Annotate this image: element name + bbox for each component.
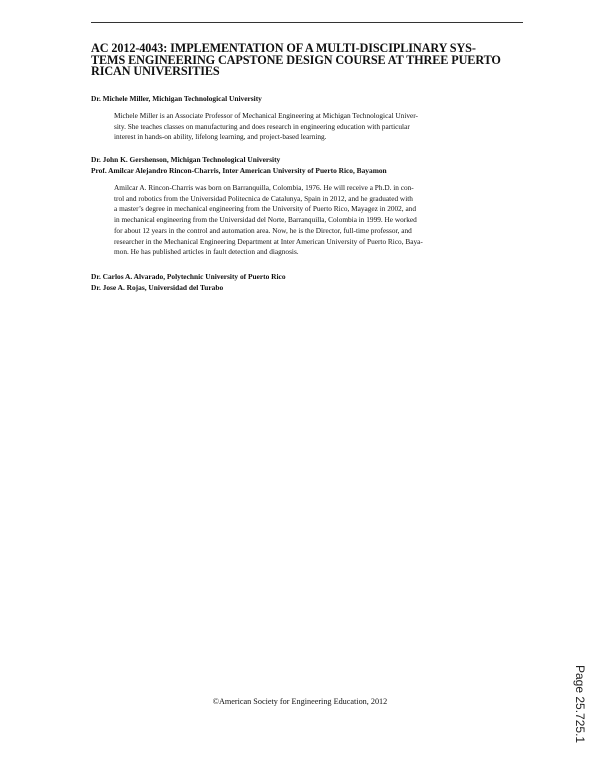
title-line: RICAN UNIVERSITIES — [91, 64, 220, 78]
top-rule — [91, 22, 523, 23]
author-name: Dr. John K. Gershenson, Michigan Technological University — [91, 155, 281, 164]
bio-line: interest in hands-on ability, lifelong learning, and project-based learning. — [114, 132, 327, 142]
bio-line: sity. She teaches classes on manufacturing and does research in engineering education with particular — [114, 121, 410, 131]
bio-line: mon. He has published articles in fault detection and diagnosis. — [114, 247, 299, 257]
title-line: AC 2012-4043: IMPLEMENTATION OF A MULTI-DISCIPLINARY SYS- — [91, 41, 476, 55]
author-name: Dr. Michele Miller, Michigan Technological University — [91, 94, 262, 103]
bio-line: Amilcar A. Rincon-Charris was born on Barranquilla, Colombia, 1976. He will receive a Ph.D. in con- — [114, 183, 414, 192]
copyright-footer: ©American Society for Engineering Education, 2012 — [212, 697, 388, 706]
paper-title — [91, 43, 541, 78]
author-name: Prof. Amilcar Alejandro Rincon-Charris, Inter American University of Puerto Rico, Bayamon — [91, 166, 387, 175]
author-bio — [114, 183, 528, 258]
author-bio — [114, 111, 528, 143]
bio-line: for about 12 years in the control and automation area. Now, he is the Director, full-time professor, and — [114, 225, 412, 235]
bio-line: trol and robotics from the Universidad Politecnica de Catalunya, Spain in 2012, and he graduated with — [114, 193, 413, 203]
bio-line: a master’s degree in mechanical engineering from the University of Puerto Rico, Mayagez in 2002, and — [114, 204, 416, 214]
author-name: Dr. Carlos A. Alvarado, Polytechnic University of Puerto Rico — [91, 272, 286, 281]
title-line: TEMS ENGINEERING CAPSTONE DESIGN COURSE AT THREE PUERTO — [91, 52, 501, 67]
bio-line: researcher in the Mechanical Engineering Department at Inter American University of Puerto Rico, Baya- — [114, 236, 423, 246]
author-name: Dr. Jose A. Rojas, Universidad del Turabo — [91, 283, 224, 292]
page-number-stamp: Page 25.725.1 — [573, 665, 587, 744]
bio-line: Michele Miller is an Associate Professor of Mechanical Engineering at Michigan Technological Univer- — [114, 111, 418, 120]
bio-line: in mechanical engineering from the Universidad del Norte, Barranquilla, Colombia in 1999. He worked — [114, 215, 417, 225]
